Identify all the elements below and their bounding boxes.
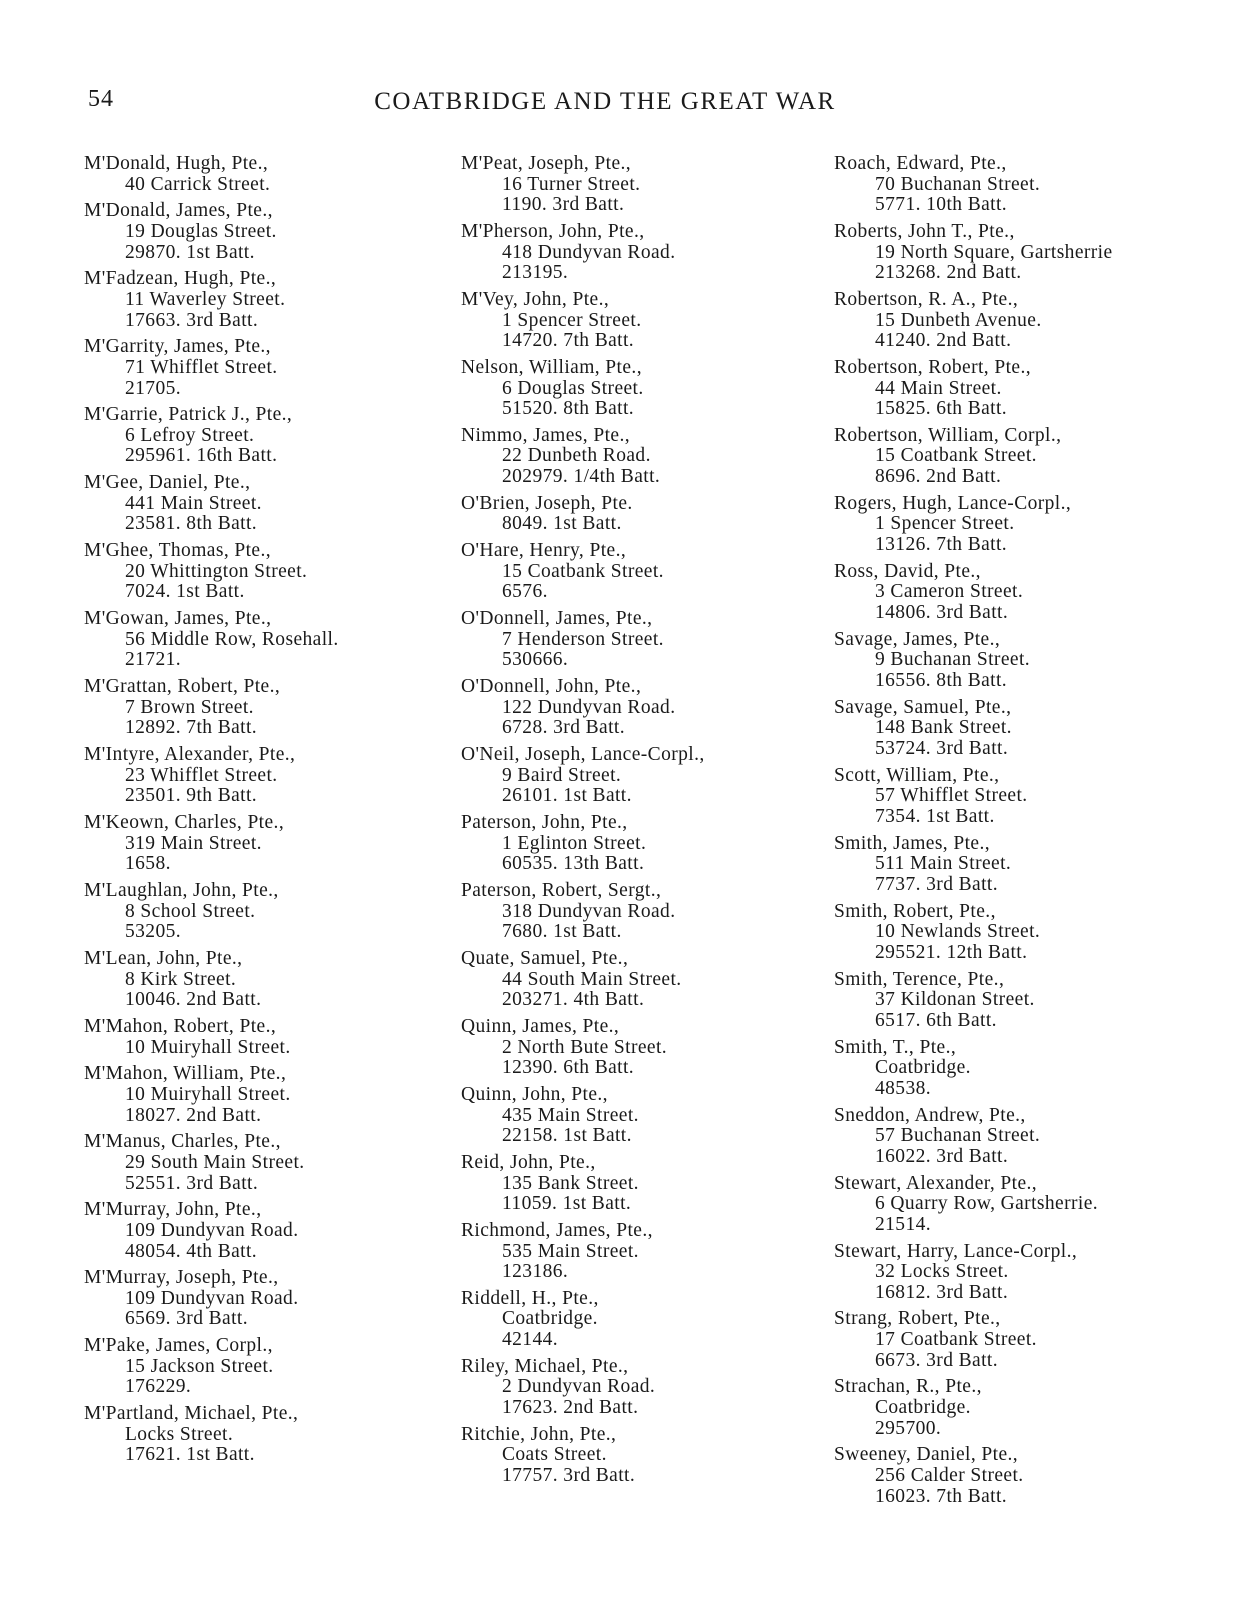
- roll-entry: [834, 630, 1174, 692]
- entry-service-number: 8696. 2nd Batt.: [875, 466, 1002, 488]
- page-title: COATBRIDGE AND THE GREAT WAR: [374, 88, 836, 115]
- entry-name: Reid, John, Pte.,: [461, 1151, 596, 1173]
- roll-entry: [834, 426, 1174, 488]
- entry-service-number: 26101. 1st Batt.: [502, 785, 632, 807]
- entry-service-number: 15825. 6th Batt.: [875, 398, 1008, 420]
- roll-entry: [84, 1336, 424, 1398]
- entry-name: Robertson, Robert, Pte.,: [834, 356, 1032, 378]
- entry-service-number: 14720. 7th Batt.: [502, 330, 635, 352]
- entry-address: 44 South Main Street.: [502, 968, 682, 990]
- entry-name: M'Gowan, James, Pte.,: [84, 608, 272, 630]
- roll-entry: [84, 154, 424, 195]
- roll-entry: [84, 1132, 424, 1194]
- entry-address: 10 Muiryhall Street.: [125, 1036, 291, 1058]
- entry-name: Robertson, William, Corpl.,: [834, 424, 1062, 446]
- entry-name: M'Murray, Joseph, Pte.,: [84, 1267, 279, 1289]
- entry-address: 37 Kildonan Street.: [875, 989, 1035, 1011]
- entry-address: 535 Main Street.: [502, 1240, 639, 1262]
- entry-name: Smith, James, Pte.,: [834, 832, 991, 854]
- roll-entry: [834, 1445, 1174, 1507]
- entry-name: Nelson, William, Pte.,: [461, 356, 642, 378]
- roll-entry: [834, 1377, 1174, 1439]
- entry-name: Smith, Robert, Pte.,: [834, 900, 996, 922]
- page-number: 54: [88, 86, 114, 112]
- entry-address: 8 Kirk Street.: [125, 968, 237, 990]
- entry-address: 15 Jackson Street.: [125, 1355, 274, 1377]
- entry-address: 15 Dunbeth Avenue.: [875, 309, 1042, 331]
- entry-name: Savage, Samuel, Pte.,: [834, 696, 1012, 718]
- entry-address: 20 Whittington Street.: [125, 560, 308, 582]
- entry-service-number: 5771. 10th Batt.: [875, 194, 1008, 216]
- entry-name: Rogers, Hugh, Lance-Corpl.,: [834, 492, 1072, 514]
- roll-entry: [84, 949, 424, 1011]
- entry-address: 15 Coatbank Street.: [875, 445, 1037, 467]
- entry-address: Coatbridge.: [875, 1397, 971, 1419]
- roll-entry: [834, 1309, 1174, 1371]
- entry-service-number: 12892. 7th Batt.: [125, 717, 258, 739]
- entry-address: 148 Bank Street.: [875, 717, 1012, 739]
- entry-service-number: 23501. 9th Batt.: [125, 785, 258, 807]
- entry-address: 19 North Square, Gartsherrie: [875, 241, 1113, 263]
- roll-entry: [461, 813, 801, 875]
- entry-address: 11 Waverley Street.: [125, 288, 286, 310]
- roll-entry: [461, 1221, 801, 1283]
- entry-service-number: 7024. 1st Batt.: [125, 581, 245, 603]
- entry-address: 8049. 1st Batt.: [502, 513, 622, 535]
- roll-entry: [461, 1153, 801, 1215]
- roll-entry: [834, 222, 1174, 284]
- entry-name: Sneddon, Andrew, Pte.,: [834, 1104, 1026, 1126]
- entry-address: 435 Main Street.: [502, 1104, 639, 1126]
- entry-service-number: 16023. 7th Batt.: [875, 1485, 1008, 1507]
- entry-name: M'Donald, James, Pte.,: [84, 200, 273, 222]
- entry-name: O'Hare, Henry, Pte.,: [461, 540, 627, 562]
- entry-name: O'Donnell, John, Pte.,: [461, 676, 642, 698]
- entry-service-number: 48054. 4th Batt.: [125, 1240, 258, 1262]
- entry-address: 135 Bank Street.: [502, 1172, 639, 1194]
- entry-address: 6 Quarry Row, Gartsherrie.: [875, 1193, 1099, 1215]
- entry-name: Paterson, John, Pte.,: [461, 812, 628, 834]
- roll-entry: [84, 1017, 424, 1058]
- entry-service-number: 21721.: [125, 649, 182, 671]
- entry-name: M'Lean, John, Pte.,: [84, 948, 243, 970]
- roll-entry: [834, 154, 1174, 216]
- roll-entry: [461, 222, 801, 284]
- roll-entry: [834, 1174, 1174, 1236]
- entry-service-number: 11059. 1st Batt.: [502, 1193, 632, 1215]
- entry-name: O'Neil, Joseph, Lance-Corpl.,: [461, 744, 705, 766]
- entry-service-number: 17623. 2nd Batt.: [502, 1397, 639, 1419]
- roll-entry: [461, 541, 801, 603]
- entry-service-number: 48538.: [875, 1077, 932, 1099]
- entry-name: O'Brien, Joseph, Pte.: [461, 492, 633, 514]
- roll-entry: [84, 677, 424, 739]
- roll-column-1: [84, 154, 424, 1472]
- roll-column-3: [834, 154, 1174, 1513]
- entry-address: 122 Dundyvan Road.: [502, 696, 676, 718]
- entry-service-number: 41240. 2nd Batt.: [875, 330, 1012, 352]
- entry-name: M'Donald, Hugh, Pte.,: [84, 153, 269, 174]
- entry-service-number: 7680. 1st Batt.: [502, 921, 622, 943]
- entry-name: M'Garrity, James, Pte.,: [84, 336, 271, 358]
- roll-entry: [834, 834, 1174, 896]
- entry-address: 7 Brown Street.: [125, 696, 254, 718]
- entry-address: 15 Coatbank Street.: [502, 560, 664, 582]
- entry-service-number: 10046. 2nd Batt.: [125, 989, 262, 1011]
- entry-address: 418 Dundyvan Road.: [502, 241, 676, 263]
- entry-address: Coatbridge.: [502, 1308, 598, 1330]
- entry-service-number: 17757. 3rd Batt.: [502, 1465, 636, 1486]
- entry-service-number: 1190. 3rd Batt.: [502, 194, 625, 216]
- roll-entry: [84, 1268, 424, 1330]
- entry-service-number: 42144.: [502, 1329, 559, 1351]
- entry-name: M'Intyre, Alexander, Pte.,: [84, 744, 296, 766]
- entry-name: M'Mahon, William, Pte.,: [84, 1063, 287, 1085]
- entry-name: M'Gee, Daniel, Pte.,: [84, 472, 251, 494]
- entry-address: 441 Main Street.: [125, 492, 262, 514]
- roll-entry: [461, 1425, 801, 1487]
- entry-address: 23 Whifflet Street.: [125, 764, 278, 786]
- entry-address: Coatbridge.: [875, 1057, 971, 1079]
- entry-name: Strang, Robert, Pte.,: [834, 1308, 1001, 1330]
- entry-service-number: 17621. 1st Batt.: [125, 1444, 255, 1466]
- roll-entry: [84, 337, 424, 399]
- entry-service-number: 16812. 3rd Batt.: [875, 1281, 1009, 1303]
- entry-address: 6 Douglas Street.: [502, 377, 644, 399]
- entry-address: 57 Buchanan Street.: [875, 1125, 1041, 1147]
- entry-address: 10 Newlands Street.: [875, 921, 1041, 943]
- entry-name: Paterson, Robert, Sergt.,: [461, 880, 662, 902]
- entry-address: 9 Buchanan Street.: [875, 649, 1031, 671]
- entry-name: M'Mahon, Robert, Pte.,: [84, 1016, 277, 1037]
- entry-service-number: 60535. 13th Batt.: [502, 853, 645, 875]
- roll-entry: [461, 494, 801, 535]
- entry-name: M'Grattan, Robert, Pte.,: [84, 676, 281, 698]
- entry-service-number: 6569. 3rd Batt.: [125, 1308, 248, 1330]
- entry-name: Stewart, Harry, Lance-Corpl.,: [834, 1240, 1078, 1262]
- entry-service-number: 295961. 16th Batt.: [125, 445, 278, 467]
- roll-entry: [834, 1038, 1174, 1100]
- entry-name: M'Ghee, Thomas, Pte.,: [84, 540, 272, 562]
- roll-entry: [461, 609, 801, 671]
- roll-entry: [461, 1289, 801, 1351]
- entry-name: Robertson, R. A., Pte.,: [834, 288, 1019, 310]
- entry-service-number: 176229.: [125, 1376, 192, 1398]
- entry-service-number: 213268. 2nd Batt.: [875, 262, 1022, 284]
- roll-entry: [461, 745, 801, 807]
- entry-name: Riddell, H., Pte.,: [461, 1287, 599, 1309]
- roll-entry: [834, 494, 1174, 556]
- roll-entry: [461, 154, 801, 216]
- entry-name: M'Garrie, Patrick J., Pte.,: [84, 404, 293, 426]
- entry-address: 17 Coatbank Street.: [875, 1329, 1037, 1351]
- entry-service-number: 7737. 3rd Batt.: [875, 873, 998, 895]
- entry-service-number: 203271. 4th Batt.: [502, 989, 645, 1011]
- entry-address: 1 Spencer Street.: [502, 309, 642, 331]
- entry-name: Quinn, John, Pte.,: [461, 1083, 608, 1105]
- entry-address: 8 School Street.: [125, 900, 256, 922]
- entry-service-number: 7354. 1st Batt.: [875, 805, 995, 827]
- entry-name: Savage, James, Pte.,: [834, 628, 1001, 650]
- entry-name: Quinn, James, Pte.,: [461, 1016, 620, 1037]
- entry-name: Richmond, James, Pte.,: [461, 1219, 653, 1241]
- entry-name: Ross, David, Pte.,: [834, 560, 981, 582]
- entry-address: 2 Dundyvan Road.: [502, 1376, 656, 1398]
- entry-name: Nimmo, James, Pte.,: [461, 424, 631, 446]
- entry-service-number: 295700.: [875, 1417, 942, 1439]
- entry-service-number: 53724. 3rd Batt.: [875, 737, 1009, 759]
- roll-entry: [461, 881, 801, 943]
- entry-service-number: 17663. 3rd Batt.: [125, 309, 259, 331]
- entry-service-number: 295521. 12th Batt.: [875, 941, 1028, 963]
- entry-service-number: 14806. 3rd Batt.: [875, 602, 1009, 623]
- entry-service-number: 52551. 3rd Batt.: [125, 1172, 259, 1194]
- entry-service-number: 530666.: [502, 649, 569, 671]
- roll-entry: [84, 1200, 424, 1262]
- roll-entry: [84, 609, 424, 671]
- entry-service-number: 202979. 1/4th Batt.: [502, 466, 661, 488]
- roll-entry: [834, 562, 1174, 624]
- entry-name: M'Keown, Charles, Pte.,: [84, 812, 285, 834]
- roll-entry: [84, 269, 424, 331]
- roll-entry: [461, 1085, 801, 1147]
- entry-service-number: 22158. 1st Batt.: [502, 1125, 632, 1147]
- entry-service-number: 6517. 6th Batt.: [875, 1009, 997, 1031]
- entry-address: 256 Calder Street.: [875, 1465, 1024, 1486]
- entry-name: Sweeney, Daniel, Pte.,: [834, 1444, 1019, 1466]
- entry-service-number: 1658.: [125, 853, 171, 875]
- entry-address: 22 Dunbeth Road.: [502, 445, 651, 467]
- entry-address: 71 Whifflet Street.: [125, 356, 278, 378]
- entry-service-number: 16556. 8th Batt.: [875, 669, 1008, 691]
- entry-address: 109 Dundyvan Road.: [125, 1219, 299, 1241]
- entry-address: 2 North Bute Street.: [502, 1036, 668, 1058]
- entry-address: Coats Street.: [502, 1444, 607, 1466]
- entry-name: M'Murray, John, Pte.,: [84, 1199, 262, 1221]
- roll-entry: [834, 290, 1174, 352]
- entry-address: 1 Spencer Street.: [875, 513, 1015, 535]
- entry-service-number: 213195.: [502, 262, 569, 284]
- entry-name: M'Manus, Charles, Pte.,: [84, 1131, 281, 1153]
- roll-entry: [84, 473, 424, 535]
- entry-service-number: 51520. 8th Batt.: [502, 398, 635, 420]
- entry-address: 3 Cameron Street.: [875, 581, 1024, 603]
- roll-entry: [84, 881, 424, 943]
- entry-service-number: 29870. 1st Batt.: [125, 241, 255, 263]
- entry-address: 29 South Main Street.: [125, 1151, 305, 1173]
- entry-address: 40 Carrick Street.: [125, 173, 271, 195]
- entry-name: M'Pherson, John, Pte.,: [461, 220, 645, 242]
- entry-address: 9 Baird Street.: [502, 764, 622, 786]
- entry-address: 1 Eglinton Street.: [502, 832, 647, 854]
- entry-name: Strachan, R., Pte.,: [834, 1376, 982, 1398]
- roll-entry: [834, 970, 1174, 1032]
- entry-name: M'Partland, Michael, Pte.,: [84, 1403, 299, 1425]
- entry-address: 7 Henderson Street.: [502, 628, 664, 650]
- entry-service-number: 12390. 6th Batt.: [502, 1057, 635, 1079]
- entry-service-number: 16022. 3rd Batt.: [875, 1145, 1009, 1167]
- roll-entry: [84, 201, 424, 263]
- roll-entry: [84, 745, 424, 807]
- entry-service-number: 123186.: [502, 1261, 569, 1283]
- roll-entry: [84, 541, 424, 603]
- entry-service-number: 6728. 3rd Batt.: [502, 717, 625, 739]
- entry-service-number: 13126. 7th Batt.: [875, 534, 1008, 556]
- roll-entry: [834, 902, 1174, 964]
- roll-entry: [461, 426, 801, 488]
- entry-service-number: 23581. 8th Batt.: [125, 513, 258, 535]
- entry-address: 318 Dundyvan Road.: [502, 900, 676, 922]
- roll-entry: [461, 358, 801, 420]
- entry-name: Scott, William, Pte.,: [834, 764, 1000, 786]
- roll-entry: [834, 698, 1174, 760]
- entry-address: 44 Main Street.: [875, 377, 1002, 399]
- entry-address: 70 Buchanan Street.: [875, 173, 1041, 195]
- entry-address: 511 Main Street.: [875, 853, 1012, 875]
- entry-name: Stewart, Alexander, Pte.,: [834, 1172, 1038, 1194]
- entry-name: M'Pake, James, Corpl.,: [84, 1335, 273, 1357]
- entry-address: 109 Dundyvan Road.: [125, 1287, 299, 1309]
- entry-service-number: 21514.: [875, 1213, 932, 1235]
- roll-entry: [461, 290, 801, 352]
- roll-entry: [84, 405, 424, 467]
- entry-address: 56 Middle Row, Rosehall.: [125, 628, 339, 650]
- roll-column-2: [461, 154, 801, 1493]
- roll-entry: [84, 813, 424, 875]
- entry-name: M'Laughlan, John, Pte.,: [84, 880, 279, 902]
- entry-service-number: 18027. 2nd Batt.: [125, 1104, 262, 1126]
- entry-name: Smith, T., Pte.,: [834, 1036, 957, 1058]
- entry-name: Roberts, John T., Pte.,: [834, 220, 1015, 242]
- entry-address: 319 Main Street.: [125, 832, 262, 854]
- entry-name: O'Donnell, James, Pte.,: [461, 608, 653, 630]
- entry-name: M'Vey, John, Pte.,: [461, 288, 610, 310]
- entry-name: Riley, Michael, Pte.,: [461, 1355, 629, 1377]
- entry-address: 16 Turner Street.: [502, 173, 641, 195]
- roll-entry: [84, 1404, 424, 1466]
- entry-address: Locks Street.: [125, 1423, 234, 1445]
- entry-service-number: 6673. 3rd Batt.: [875, 1349, 998, 1371]
- entry-address: 6 Lefroy Street.: [125, 424, 255, 446]
- entry-address: 32 Locks Street.: [875, 1261, 1009, 1283]
- entry-name: Roach, Edward, Pte.,: [834, 153, 1007, 174]
- roll-entry: [461, 949, 801, 1011]
- entry-address: 19 Douglas Street.: [125, 220, 277, 242]
- roll-entry: [834, 1242, 1174, 1304]
- entry-service-number: 21705.: [125, 377, 182, 399]
- entry-name: Quate, Samuel, Pte.,: [461, 948, 629, 970]
- roll-entry: [461, 1017, 801, 1079]
- roll-entry: [834, 1106, 1174, 1168]
- entry-address: 57 Whifflet Street.: [875, 785, 1028, 807]
- entry-name: Ritchie, John, Pte.,: [461, 1423, 617, 1445]
- entry-name: M'Fadzean, Hugh, Pte.,: [84, 268, 277, 290]
- roll-entry: [84, 1064, 424, 1126]
- entry-service-number: 53205.: [125, 921, 182, 943]
- roll-entry: [461, 1357, 801, 1419]
- entry-name: M'Peat, Joseph, Pte.,: [461, 153, 632, 174]
- roll-entry: [461, 677, 801, 739]
- roll-entry: [834, 766, 1174, 828]
- entry-service-number: 6576.: [502, 581, 548, 603]
- entry-address: 10 Muiryhall Street.: [125, 1083, 291, 1105]
- entry-name: Smith, Terence, Pte.,: [834, 968, 1005, 990]
- roll-entry: [834, 358, 1174, 420]
